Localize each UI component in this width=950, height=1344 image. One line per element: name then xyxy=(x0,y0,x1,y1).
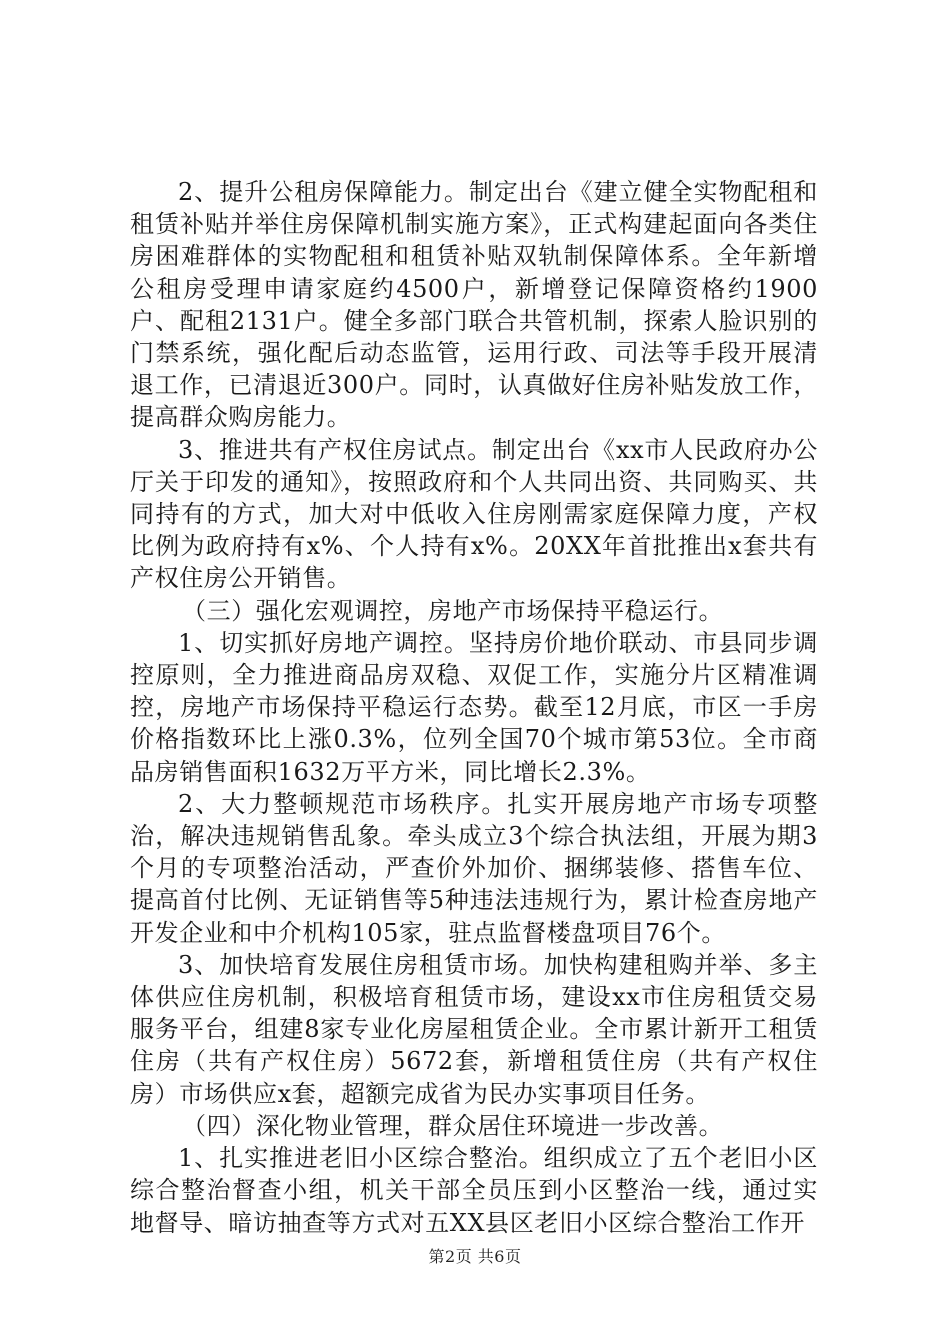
paragraph-market-order: 2、大力整顿规范市场秩序。扎实开展房地产市场专项整治，解决违规销售乱象。牵头成立3个综合执法组，开展为期3个月的专项整治活动，严查价外加价、捆绑装修、搭售车位、提高首付比例、无证销售等5种违法违规行为，累计检查房地产开发企业和中介机构105家，驻点监督楼盘项目76个。 xyxy=(130,789,818,947)
document-body xyxy=(130,176,818,1239)
section-heading-macro-control: （三）强化宏观调控，房地产市场保持平稳运行。 xyxy=(182,596,724,625)
paragraph-shared-ownership-housing: 3、推进共有产权住房试点。制定出台《xx市人民政府办公厅关于印发的通知》，按照政府和个人共同出资、共同购买、共同持有的方式，加大对中低收入住房刚需家庭保障力度，产权比例为政府持有x%、个人持有x%。20XX年首批推出x套共有产权住房公开销售。 xyxy=(130,435,818,593)
paragraph-real-estate-regulation: 1、切实抓好房地产调控。坚持房价地价联动、市县同步调控原则，全力推进商品房双稳、双促工作，实施分片区精准调控，房地产市场保持平稳运行态势。截至12月底，市区一手房价格指数环比上涨0.3%，位列全国70个城市第53位。全市商品房销售面积1632万平方米，同比增长2.3%。 xyxy=(130,628,818,786)
paragraph-rental-market: 3、加快培育发展住房租赁市场。加快构建租购并举、多主体供应住房机制，积极培育租赁市场，建设xx市住房租赁交易服务平台，组建8家专业化房屋租赁企业。全市累计新开工租赁住房（共有产权住房）5672套，新增租赁住房（共有产权住房）市场供应x套，超额完成省为民办实事项目任务。 xyxy=(130,950,818,1108)
section-heading-property-management: （四）深化物业管理，群众居住环境进一步改善。 xyxy=(182,1111,724,1140)
paragraph-old-community-renovation: 1、扎实推进老旧小区综合整治。组织成立了五个老旧小区综合整治督查小组，机关干部全员压到小区整治一线，通过实地督导、暗访抽查等方式对五XX县区老旧小区综合整治工作开 xyxy=(130,1144,818,1237)
paragraph-public-rental-housing: 2、提升公租房保障能力。制定出台《建立健全实物配租和租赁补贴并举住房保障机制实施方案》，正式构建起面向各类住房困难群体的实物配租和租赁补贴双轨制保障体系。全年新增公租房受理申请家庭约4500户，新增登记保障资格约1900户、配租2131户。健全多部门联合共管机制，探索人脸识别的门禁系统，强化配后动态监管，运用行政、司法等手段开展清退工作，已清退近300户。同时，认真做好住房补贴发放工作，提高群众购房能力。 xyxy=(130,178,818,432)
page-number-footer: 第2页 共6页 xyxy=(428,1247,522,1266)
